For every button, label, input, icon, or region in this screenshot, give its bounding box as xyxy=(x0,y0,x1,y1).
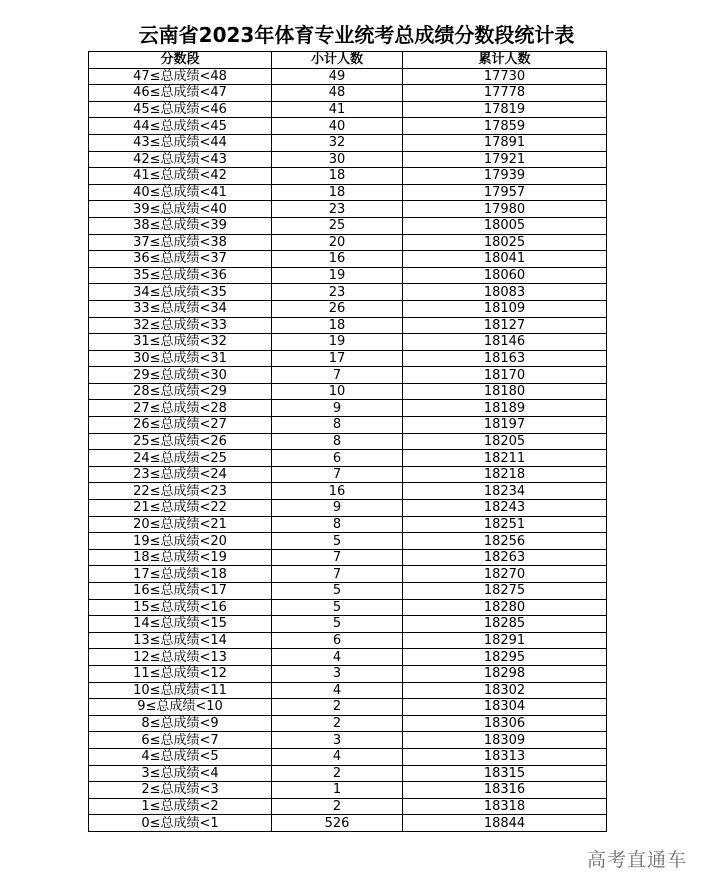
score-range-cell: 45≤总成绩<46 xyxy=(89,101,272,118)
table-row xyxy=(89,85,607,102)
page-title: 云南省2023年体育专业统考总成绩分数段统计表 xyxy=(138,23,575,47)
table-row xyxy=(89,466,607,483)
score-range-cell: 13≤总成绩<14 xyxy=(89,632,272,649)
table-row xyxy=(89,251,607,268)
table-row xyxy=(89,765,607,782)
score-range-cell: 30≤总成绩<31 xyxy=(89,350,272,367)
subtotal-cell: 5 xyxy=(272,599,403,616)
subtotal-cell: 9 xyxy=(272,500,403,517)
table-row xyxy=(89,184,607,201)
subtotal-cell: 23 xyxy=(272,284,403,301)
subtotal-cell: 2 xyxy=(272,699,403,716)
subtotal-cell: 5 xyxy=(272,583,403,600)
table-row xyxy=(89,616,607,633)
table-row xyxy=(89,168,607,185)
table-row xyxy=(89,566,607,583)
cumulative-cell: 18005 xyxy=(403,217,607,234)
score-range-cell: 26≤总成绩<27 xyxy=(89,417,272,434)
table-row xyxy=(89,417,607,434)
subtotal-cell: 30 xyxy=(272,151,403,168)
table-row xyxy=(89,483,607,500)
table-row xyxy=(89,267,607,284)
score-range-cell: 18≤总成绩<19 xyxy=(89,549,272,566)
score-range-cell: 32≤总成绩<33 xyxy=(89,317,272,334)
score-range-cell: 14≤总成绩<15 xyxy=(89,616,272,633)
cumulative-cell: 18251 xyxy=(403,516,607,533)
score-range-cell: 33≤总成绩<34 xyxy=(89,300,272,317)
table-row xyxy=(89,533,607,550)
subtotal-cell: 9 xyxy=(272,400,403,417)
table-row xyxy=(89,500,607,517)
subtotal-cell: 3 xyxy=(272,665,403,682)
score-range-cell: 4≤总成绩<5 xyxy=(89,748,272,765)
subtotal-cell: 7 xyxy=(272,466,403,483)
subtotal-cell: 7 xyxy=(272,566,403,583)
score-range-cell: 25≤总成绩<26 xyxy=(89,433,272,450)
score-range-cell: 47≤总成绩<48 xyxy=(89,68,272,85)
table-row xyxy=(89,798,607,815)
column-header-subtotal: 小计人数 xyxy=(272,52,403,69)
score-range-cell: 31≤总成绩<32 xyxy=(89,334,272,351)
table-row xyxy=(89,201,607,218)
cumulative-cell: 18180 xyxy=(403,383,607,400)
cumulative-cell: 18256 xyxy=(403,533,607,550)
subtotal-cell: 10 xyxy=(272,383,403,400)
table-row xyxy=(89,732,607,749)
table-row xyxy=(89,367,607,384)
subtotal-cell: 6 xyxy=(272,632,403,649)
table-row xyxy=(89,748,607,765)
score-range-cell: 46≤总成绩<47 xyxy=(89,85,272,102)
score-range-cell: 8≤总成绩<9 xyxy=(89,715,272,732)
score-range-cell: 37≤总成绩<38 xyxy=(89,234,272,251)
subtotal-cell: 49 xyxy=(272,68,403,85)
subtotal-cell: 7 xyxy=(272,549,403,566)
cumulative-cell: 18291 xyxy=(403,632,607,649)
subtotal-cell: 7 xyxy=(272,367,403,384)
subtotal-cell: 526 xyxy=(272,815,403,832)
table-row xyxy=(89,599,607,616)
cumulative-cell: 18083 xyxy=(403,284,607,301)
score-range-cell: 10≤总成绩<11 xyxy=(89,682,272,699)
score-range-cell: 2≤总成绩<3 xyxy=(89,782,272,799)
cumulative-cell: 18302 xyxy=(403,682,607,699)
cumulative-cell: 18316 xyxy=(403,782,607,799)
cumulative-cell: 18163 xyxy=(403,350,607,367)
score-range-cell: 28≤总成绩<29 xyxy=(89,383,272,400)
cumulative-cell: 18218 xyxy=(403,466,607,483)
score-range-cell: 34≤总成绩<35 xyxy=(89,284,272,301)
subtotal-cell: 41 xyxy=(272,101,403,118)
cumulative-cell: 18844 xyxy=(403,815,607,832)
subtotal-cell: 32 xyxy=(272,134,403,151)
cumulative-cell: 17957 xyxy=(403,184,607,201)
subtotal-cell: 16 xyxy=(272,251,403,268)
subtotal-cell: 1 xyxy=(272,782,403,799)
score-range-cell: 19≤总成绩<20 xyxy=(89,533,272,550)
score-range-cell: 38≤总成绩<39 xyxy=(89,217,272,234)
score-range-cell: 12≤总成绩<13 xyxy=(89,649,272,666)
cumulative-cell: 18109 xyxy=(403,300,607,317)
subtotal-cell: 3 xyxy=(272,732,403,749)
subtotal-cell: 19 xyxy=(272,267,403,284)
table-row xyxy=(89,400,607,417)
score-range-cell: 21≤总成绩<22 xyxy=(89,500,272,517)
cumulative-cell: 18041 xyxy=(403,251,607,268)
table-row xyxy=(89,782,607,799)
cumulative-cell: 18270 xyxy=(403,566,607,583)
cumulative-cell: 18315 xyxy=(403,765,607,782)
subtotal-cell: 5 xyxy=(272,616,403,633)
score-range-cell: 22≤总成绩<23 xyxy=(89,483,272,500)
cumulative-cell: 17980 xyxy=(403,201,607,218)
cumulative-cell: 18304 xyxy=(403,699,607,716)
table-row xyxy=(89,134,607,151)
subtotal-cell: 17 xyxy=(272,350,403,367)
score-range-cell: 36≤总成绩<37 xyxy=(89,251,272,268)
subtotal-cell: 8 xyxy=(272,516,403,533)
table-row xyxy=(89,815,607,832)
table-row xyxy=(89,68,607,85)
cumulative-cell: 18263 xyxy=(403,549,607,566)
table-row xyxy=(89,334,607,351)
score-range-cell: 39≤总成绩<40 xyxy=(89,201,272,218)
subtotal-cell: 25 xyxy=(272,217,403,234)
column-header-score-range: 分数段 xyxy=(89,52,272,69)
cumulative-cell: 18280 xyxy=(403,599,607,616)
table-row xyxy=(89,217,607,234)
subtotal-cell: 16 xyxy=(272,483,403,500)
table-row xyxy=(89,118,607,135)
score-range-cell: 0≤总成绩<1 xyxy=(89,815,272,832)
column-header-cumulative: 累计人数 xyxy=(403,52,607,69)
score-range-cell: 27≤总成绩<28 xyxy=(89,400,272,417)
table-row xyxy=(89,715,607,732)
table-row xyxy=(89,665,607,682)
cumulative-cell: 17891 xyxy=(403,134,607,151)
score-range-cell: 35≤总成绩<36 xyxy=(89,267,272,284)
score-range-cell: 20≤总成绩<21 xyxy=(89,516,272,533)
subtotal-cell: 20 xyxy=(272,234,403,251)
subtotal-cell: 48 xyxy=(272,85,403,102)
cumulative-cell: 18285 xyxy=(403,616,607,633)
table-row xyxy=(89,300,607,317)
subtotal-cell: 4 xyxy=(272,682,403,699)
score-range-cell: 43≤总成绩<44 xyxy=(89,134,272,151)
score-range-cell: 15≤总成绩<16 xyxy=(89,599,272,616)
score-range-cell: 44≤总成绩<45 xyxy=(89,118,272,135)
subtotal-cell: 2 xyxy=(272,765,403,782)
cumulative-cell: 18309 xyxy=(403,732,607,749)
subtotal-cell: 19 xyxy=(272,334,403,351)
subtotal-cell: 8 xyxy=(272,417,403,434)
score-range-cell: 17≤总成绩<18 xyxy=(89,566,272,583)
cumulative-cell: 17819 xyxy=(403,101,607,118)
table-row xyxy=(89,549,607,566)
watermark-text: 高考直通车 xyxy=(586,849,687,871)
table-row xyxy=(89,151,607,168)
table-row xyxy=(89,516,607,533)
subtotal-cell: 4 xyxy=(272,649,403,666)
subtotal-cell: 40 xyxy=(272,118,403,135)
cumulative-cell: 17730 xyxy=(403,68,607,85)
cumulative-cell: 18318 xyxy=(403,798,607,815)
table-row xyxy=(89,383,607,400)
table-header-row xyxy=(89,52,607,69)
subtotal-cell: 2 xyxy=(272,715,403,732)
table-row xyxy=(89,699,607,716)
table-row xyxy=(89,682,607,699)
table-body xyxy=(89,68,607,831)
cumulative-cell: 17859 xyxy=(403,118,607,135)
score-range-cell: 1≤总成绩<2 xyxy=(89,798,272,815)
score-range-cell: 6≤总成绩<7 xyxy=(89,732,272,749)
score-range-cell: 24≤总成绩<25 xyxy=(89,450,272,467)
subtotal-cell: 23 xyxy=(272,201,403,218)
cumulative-cell: 18189 xyxy=(403,400,607,417)
score-range-cell: 42≤总成绩<43 xyxy=(89,151,272,168)
subtotal-cell: 5 xyxy=(272,533,403,550)
score-range-cell: 40≤总成绩<41 xyxy=(89,184,272,201)
cumulative-cell: 18197 xyxy=(403,417,607,434)
cumulative-cell: 18306 xyxy=(403,715,607,732)
subtotal-cell: 18 xyxy=(272,184,403,201)
subtotal-cell: 26 xyxy=(272,300,403,317)
table-row xyxy=(89,583,607,600)
table-row xyxy=(89,632,607,649)
table-row xyxy=(89,101,607,118)
cumulative-cell: 18060 xyxy=(403,267,607,284)
score-range-cell: 41≤总成绩<42 xyxy=(89,168,272,185)
subtotal-cell: 8 xyxy=(272,433,403,450)
cumulative-cell: 17921 xyxy=(403,151,607,168)
cumulative-cell: 17939 xyxy=(403,168,607,185)
cumulative-cell: 18234 xyxy=(403,483,607,500)
subtotal-cell: 18 xyxy=(272,317,403,334)
subtotal-cell: 2 xyxy=(272,798,403,815)
table-row xyxy=(89,317,607,334)
subtotal-cell: 18 xyxy=(272,168,403,185)
cumulative-cell: 18275 xyxy=(403,583,607,600)
cumulative-cell: 18127 xyxy=(403,317,607,334)
subtotal-cell: 6 xyxy=(272,450,403,467)
score-range-cell: 29≤总成绩<30 xyxy=(89,367,272,384)
table-row xyxy=(89,234,607,251)
table-row xyxy=(89,433,607,450)
score-range-cell: 9≤总成绩<10 xyxy=(89,699,272,716)
score-distribution-table xyxy=(88,51,607,832)
cumulative-cell: 18205 xyxy=(403,433,607,450)
score-range-cell: 16≤总成绩<17 xyxy=(89,583,272,600)
table-row xyxy=(89,450,607,467)
score-range-cell: 3≤总成绩<4 xyxy=(89,765,272,782)
cumulative-cell: 18170 xyxy=(403,367,607,384)
cumulative-cell: 18211 xyxy=(403,450,607,467)
cumulative-cell: 18295 xyxy=(403,649,607,666)
cumulative-cell: 17778 xyxy=(403,85,607,102)
table-row xyxy=(89,649,607,666)
table-row xyxy=(89,350,607,367)
cumulative-cell: 18298 xyxy=(403,665,607,682)
table-row xyxy=(89,284,607,301)
subtotal-cell: 4 xyxy=(272,748,403,765)
score-range-cell: 11≤总成绩<12 xyxy=(89,665,272,682)
cumulative-cell: 18025 xyxy=(403,234,607,251)
cumulative-cell: 18313 xyxy=(403,748,607,765)
score-range-cell: 23≤总成绩<24 xyxy=(89,466,272,483)
cumulative-cell: 18243 xyxy=(403,500,607,517)
cumulative-cell: 18146 xyxy=(403,334,607,351)
